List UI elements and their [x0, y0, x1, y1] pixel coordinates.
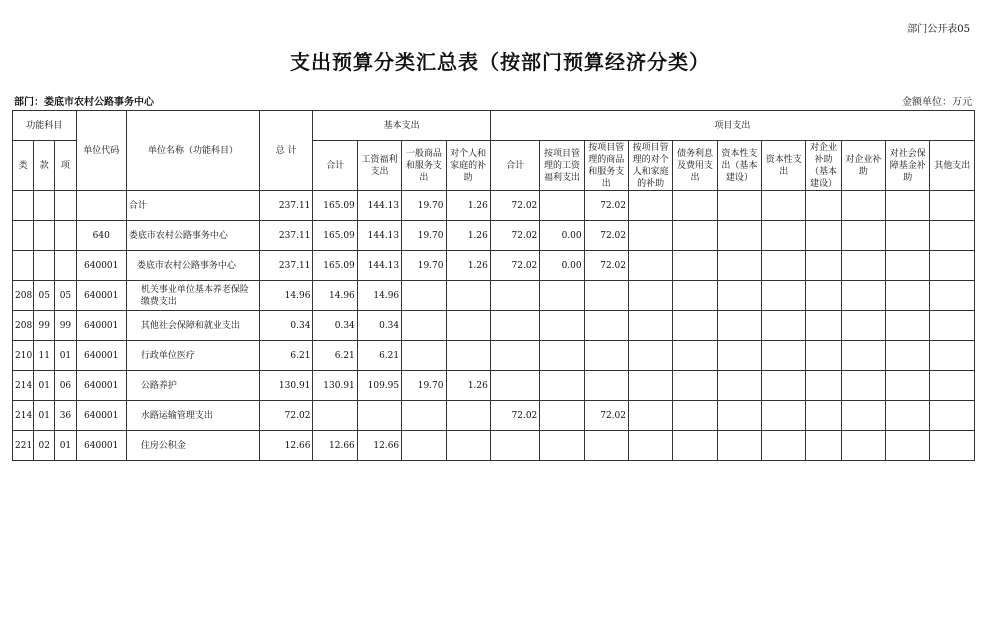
cell-empty [673, 371, 717, 401]
header-project-col: 资本性支出（基本建设） [717, 141, 761, 191]
cell-empty [717, 401, 761, 431]
cell-lei [13, 251, 34, 281]
cell-empty [886, 221, 930, 251]
cell-empty [762, 431, 806, 461]
cell-empty [717, 251, 761, 281]
cell-project-total: 72.02 [490, 251, 539, 281]
cell-empty [673, 431, 717, 461]
cell-empty [762, 251, 806, 281]
cell-project-goods [584, 311, 628, 341]
cell-empty [717, 371, 761, 401]
cell-empty [886, 341, 930, 371]
cell-empty [673, 341, 717, 371]
cell-empty [806, 401, 841, 431]
cell-xiang: 06 [55, 371, 76, 401]
cell-total: 237.11 [260, 191, 313, 221]
cell-empty [717, 281, 761, 311]
cell-basic-wage: 0.34 [357, 311, 401, 341]
cell-basic-family [446, 341, 490, 371]
cell-project-goods [584, 341, 628, 371]
cell-project-wage [540, 191, 584, 221]
header-lei: 类 [13, 141, 34, 191]
cell-empty [673, 311, 717, 341]
cell-basic-goods: 19.70 [402, 221, 446, 251]
cell-basic-wage: 6.21 [357, 341, 401, 371]
header-project-col: 按项目管理的工资福利支出 [540, 141, 584, 191]
cell-lei: 210 [13, 341, 34, 371]
cell-project-total [490, 431, 539, 461]
cell-basic-total: 12.66 [313, 431, 357, 461]
cell-xiang: 99 [55, 311, 76, 341]
cell-xiang: 36 [55, 401, 76, 431]
cell-empty [673, 221, 717, 251]
cell-unit-name: 机关事业单位基本养老保险缴费支出 [126, 281, 259, 311]
cell-empty [841, 191, 885, 221]
cell-empty [806, 311, 841, 341]
cell-kuan [34, 251, 55, 281]
cell-empty [886, 371, 930, 401]
cell-kuan: 01 [34, 371, 55, 401]
cell-project-total: 72.02 [490, 221, 539, 251]
table-row [13, 221, 975, 251]
cell-basic-wage [357, 401, 401, 431]
cell-unit-code: 640001 [76, 251, 126, 281]
budget-table [12, 110, 975, 461]
cell-empty [762, 371, 806, 401]
cell-basic-family [446, 311, 490, 341]
cell-lei: 208 [13, 311, 34, 341]
cell-unit-name: 其他社会保障和就业支出 [126, 311, 259, 341]
cell-empty [762, 221, 806, 251]
cell-basic-wage: 14.96 [357, 281, 401, 311]
cell-basic-goods [402, 281, 446, 311]
cell-total: 130.91 [260, 371, 313, 401]
cell-empty [628, 311, 672, 341]
cell-unit-code: 640001 [76, 371, 126, 401]
cell-basic-goods: 19.70 [402, 251, 446, 281]
header-project-col: 对企业补助（基本建设） [806, 141, 841, 191]
cell-xiang [55, 251, 76, 281]
cell-basic-goods: 19.70 [402, 191, 446, 221]
cell-basic-goods [402, 431, 446, 461]
cell-empty [841, 431, 885, 461]
cell-unit-code: 640001 [76, 401, 126, 431]
cell-empty [762, 341, 806, 371]
cell-project-wage [540, 371, 584, 401]
cell-empty [841, 371, 885, 401]
table-row [13, 401, 975, 431]
cell-empty [762, 401, 806, 431]
cell-empty [930, 341, 975, 371]
cell-empty [886, 191, 930, 221]
cell-project-wage [540, 311, 584, 341]
cell-unit-name: 公路养护 [126, 371, 259, 401]
header-project: 项目支出 [490, 111, 974, 141]
cell-empty [930, 401, 975, 431]
cell-basic-wage: 12.66 [357, 431, 401, 461]
cell-basic-family [446, 281, 490, 311]
table-row [13, 191, 975, 221]
cell-empty [806, 251, 841, 281]
cell-project-goods [584, 371, 628, 401]
cell-empty [930, 311, 975, 341]
header-project-col: 资本性支出 [762, 141, 806, 191]
header-total: 总 计 [260, 111, 313, 191]
cell-total: 237.11 [260, 221, 313, 251]
cell-basic-goods [402, 341, 446, 371]
table-row [13, 341, 975, 371]
cell-empty [886, 281, 930, 311]
header-project-col: 其他支出 [930, 141, 975, 191]
cell-project-wage: 0.00 [540, 251, 584, 281]
cell-project-goods: 72.02 [584, 251, 628, 281]
header-project-col: 合计 [490, 141, 539, 191]
cell-empty [886, 401, 930, 431]
cell-basic-family [446, 431, 490, 461]
cell-basic-wage: 144.13 [357, 221, 401, 251]
header-basic-col: 对个人和家庭的补助 [446, 141, 490, 191]
cell-unit-code: 640 [76, 221, 126, 251]
cell-empty [628, 401, 672, 431]
cell-project-goods: 72.02 [584, 191, 628, 221]
cell-basic-total: 165.09 [313, 221, 357, 251]
cell-project-wage: 0.00 [540, 221, 584, 251]
cell-basic-wage: 144.13 [357, 191, 401, 221]
cell-empty [628, 371, 672, 401]
cell-empty [628, 431, 672, 461]
cell-basic-family: 1.26 [446, 251, 490, 281]
cell-unit-name: 娄底市农村公路事务中心 [126, 251, 259, 281]
cell-xiang: 01 [55, 341, 76, 371]
cell-empty [841, 221, 885, 251]
cell-basic-total [313, 401, 357, 431]
cell-project-total [490, 311, 539, 341]
header-unit-code: 单位代码 [76, 111, 126, 191]
cell-empty [762, 311, 806, 341]
cell-empty [717, 341, 761, 371]
cell-empty [628, 281, 672, 311]
cell-basic-total: 165.09 [313, 251, 357, 281]
table-row [13, 251, 975, 281]
cell-xiang: 05 [55, 281, 76, 311]
header-project-col: 对企业补助 [841, 141, 885, 191]
cell-empty [930, 251, 975, 281]
cell-basic-wage: 109.95 [357, 371, 401, 401]
cell-project-total: 72.02 [490, 401, 539, 431]
cell-unit-name: 合计 [126, 191, 259, 221]
cell-basic-family: 1.26 [446, 191, 490, 221]
cell-empty [717, 311, 761, 341]
cell-project-goods [584, 281, 628, 311]
cell-basic-goods [402, 401, 446, 431]
header-project-col: 对社会保障基金补助 [886, 141, 930, 191]
cell-xiang [55, 191, 76, 221]
cell-total: 72.02 [260, 401, 313, 431]
cell-lei: 208 [13, 281, 34, 311]
table-row [13, 371, 975, 401]
cell-lei [13, 191, 34, 221]
cell-empty [717, 221, 761, 251]
cell-empty [841, 401, 885, 431]
cell-total: 6.21 [260, 341, 313, 371]
cell-empty [886, 311, 930, 341]
cell-kuan: 02 [34, 431, 55, 461]
cell-empty [930, 371, 975, 401]
cell-project-wage [540, 281, 584, 311]
cell-lei [13, 221, 34, 251]
cell-unit-name: 行政单位医疗 [126, 341, 259, 371]
cell-basic-family: 1.26 [446, 371, 490, 401]
cell-kuan [34, 191, 55, 221]
header-project-col: 按项目管理的商品和服务支出 [584, 141, 628, 191]
cell-empty [673, 401, 717, 431]
cell-basic-total: 0.34 [313, 311, 357, 341]
cell-lei: 214 [13, 371, 34, 401]
header-basic-col: 合计 [313, 141, 357, 191]
cell-kuan [34, 221, 55, 251]
cell-kuan: 01 [34, 401, 55, 431]
cell-lei: 214 [13, 401, 34, 431]
cell-empty [930, 191, 975, 221]
table-row [13, 431, 975, 461]
cell-empty [930, 221, 975, 251]
cell-empty [930, 431, 975, 461]
cell-unit-code: 640001 [76, 281, 126, 311]
cell-kuan: 99 [34, 311, 55, 341]
cell-empty [628, 251, 672, 281]
cell-empty [673, 281, 717, 311]
cell-total: 0.34 [260, 311, 313, 341]
cell-empty [673, 191, 717, 221]
cell-project-goods [584, 431, 628, 461]
cell-empty [762, 191, 806, 221]
department-label: 部门：娄底市农村公路事务中心 [14, 97, 154, 108]
cell-empty [841, 251, 885, 281]
cell-empty [806, 371, 841, 401]
cell-empty [806, 431, 841, 461]
cell-unit-code [76, 191, 126, 221]
table-row [13, 311, 975, 341]
cell-unit-code: 640001 [76, 311, 126, 341]
header-basic-col: 工资福利支出 [357, 141, 401, 191]
cell-empty [841, 341, 885, 371]
cell-empty [841, 281, 885, 311]
cell-unit-name: 住房公积金 [126, 431, 259, 461]
cell-empty [628, 221, 672, 251]
cell-empty [886, 431, 930, 461]
cell-empty [841, 311, 885, 341]
header-project-col: 按项目管理的对个人和家庭的补助 [628, 141, 672, 191]
cell-kuan: 05 [34, 281, 55, 311]
cell-unit-code: 640001 [76, 431, 126, 461]
cell-basic-family: 1.26 [446, 221, 490, 251]
cell-empty [886, 251, 930, 281]
cell-project-total: 72.02 [490, 191, 539, 221]
form-number: 部门公开表05 [907, 24, 970, 35]
cell-unit-name: 娄底市农村公路事务中心 [126, 221, 259, 251]
header-project-col: 债务利息及费用支出 [673, 141, 717, 191]
cell-basic-total: 165.09 [313, 191, 357, 221]
cell-project-goods: 72.02 [584, 401, 628, 431]
unit-label: 金额单位：万元 [902, 97, 972, 108]
cell-lei: 221 [13, 431, 34, 461]
header-basic-col: 一般商品和服务支出 [402, 141, 446, 191]
header-func-subject: 功能科目 [13, 111, 77, 141]
cell-project-total [490, 341, 539, 371]
cell-project-wage [540, 401, 584, 431]
cell-empty [628, 341, 672, 371]
cell-basic-total: 6.21 [313, 341, 357, 371]
cell-xiang [55, 221, 76, 251]
cell-xiang: 01 [55, 431, 76, 461]
table-row [13, 281, 975, 311]
cell-project-total [490, 281, 539, 311]
cell-empty [806, 191, 841, 221]
page-title: 支出预算分类汇总表（按部门预算经济分类） [290, 50, 710, 74]
cell-empty [806, 221, 841, 251]
header-unit-name: 单位名称（功能科目） [126, 111, 259, 191]
cell-project-goods: 72.02 [584, 221, 628, 251]
cell-project-total [490, 371, 539, 401]
cell-total: 12.66 [260, 431, 313, 461]
cell-basic-family [446, 401, 490, 431]
cell-unit-name: 水路运输管理支出 [126, 401, 259, 431]
cell-unit-code: 640001 [76, 341, 126, 371]
header-kuan: 款 [34, 141, 55, 191]
cell-project-wage [540, 341, 584, 371]
header-xiang: 项 [55, 141, 76, 191]
cell-empty [806, 281, 841, 311]
header-basic: 基本支出 [313, 111, 490, 141]
cell-empty [628, 191, 672, 221]
cell-empty [806, 341, 841, 371]
cell-basic-goods [402, 311, 446, 341]
cell-empty [930, 281, 975, 311]
cell-total: 237.11 [260, 251, 313, 281]
cell-empty [762, 281, 806, 311]
cell-basic-wage: 144.13 [357, 251, 401, 281]
cell-kuan: 11 [34, 341, 55, 371]
cell-basic-total: 14.96 [313, 281, 357, 311]
cell-basic-total: 130.91 [313, 371, 357, 401]
cell-empty [717, 431, 761, 461]
cell-total: 14.96 [260, 281, 313, 311]
cell-project-wage [540, 431, 584, 461]
cell-empty [673, 251, 717, 281]
cell-basic-goods: 19.70 [402, 371, 446, 401]
cell-empty [717, 191, 761, 221]
